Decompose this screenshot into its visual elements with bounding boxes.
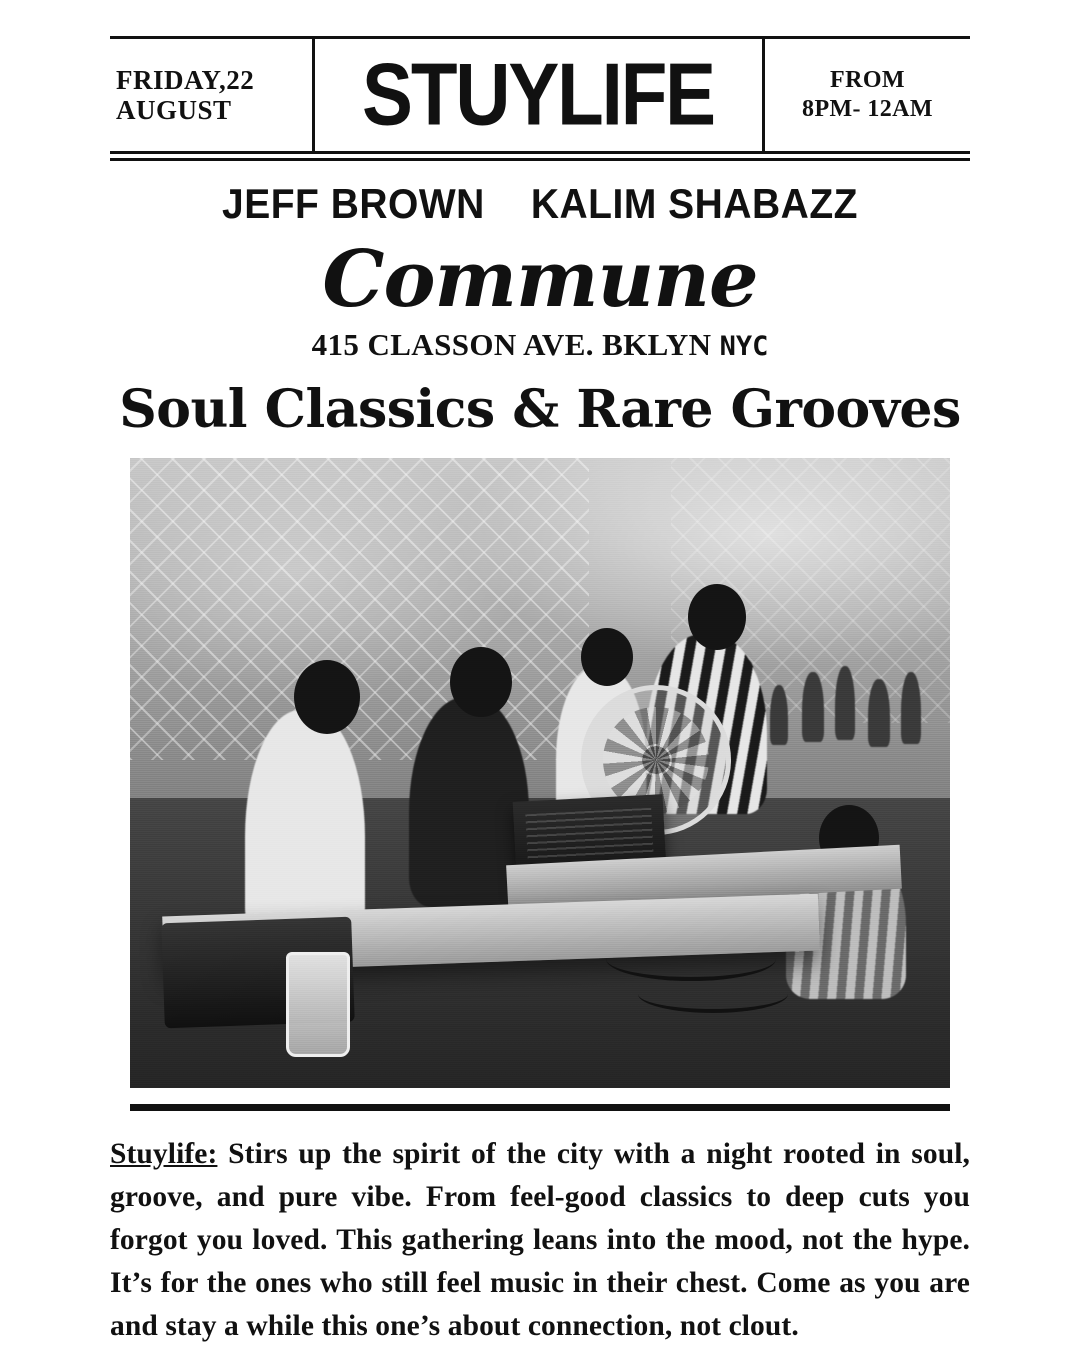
audio-cable [606, 937, 776, 981]
masthead-date [110, 39, 315, 151]
masthead [110, 36, 970, 154]
venue-address [110, 327, 970, 363]
masthead-logo [315, 39, 765, 151]
description-lede: Stuylife: [110, 1138, 218, 1170]
crowd-figure [770, 685, 788, 745]
crowd-figure [901, 672, 921, 744]
masthead-time [765, 39, 970, 151]
date-line-1: FRIDAY,22 [116, 64, 255, 95]
crowd-figure [835, 666, 855, 740]
artist-name-2: KALIM SHABAZZ [530, 181, 858, 228]
artist-lineup [110, 181, 970, 229]
brand-logo-text: STUYLIFE [362, 46, 715, 144]
event-tagline: Soul Classics & Rare Grooves [119, 379, 961, 440]
glass-jar [286, 952, 350, 1057]
audio-cable [638, 975, 788, 1013]
person-tank-top [245, 710, 365, 940]
venue-city: NYC [719, 331, 769, 362]
person-head [581, 628, 633, 686]
person-head [294, 660, 360, 734]
crowd-figure [802, 672, 824, 742]
time-line-2: 8PM- 12AM [802, 96, 933, 122]
bottom-divider [130, 1104, 950, 1111]
event-photo [130, 458, 950, 1088]
venue-street: 415 CLASSON AVE. BKLYN [311, 327, 712, 362]
masthead-bottom-rule [110, 158, 970, 161]
artist-name-1: JEFF BROWN [222, 181, 485, 228]
venue-name: Commune [322, 234, 758, 325]
time-line-1: FROM [830, 67, 905, 94]
person-head [688, 584, 746, 650]
crowd-figure [868, 679, 890, 747]
description-text: Stirs up the spirit of the city with a night rooted in soul, groove, and pure vibe. From feel-good classics to deep cuts you forgot you loved. This gathering leans into the mood, not the hype. It’s for the ones who still feel music in their chest. Come as you are and stay a while this one’s about connection, not clout. [110, 1138, 970, 1343]
event-description [110, 1133, 970, 1348]
person-head [450, 647, 512, 717]
date-line-2: AUGUST [116, 95, 232, 125]
chainlink-fence-left [130, 458, 589, 760]
